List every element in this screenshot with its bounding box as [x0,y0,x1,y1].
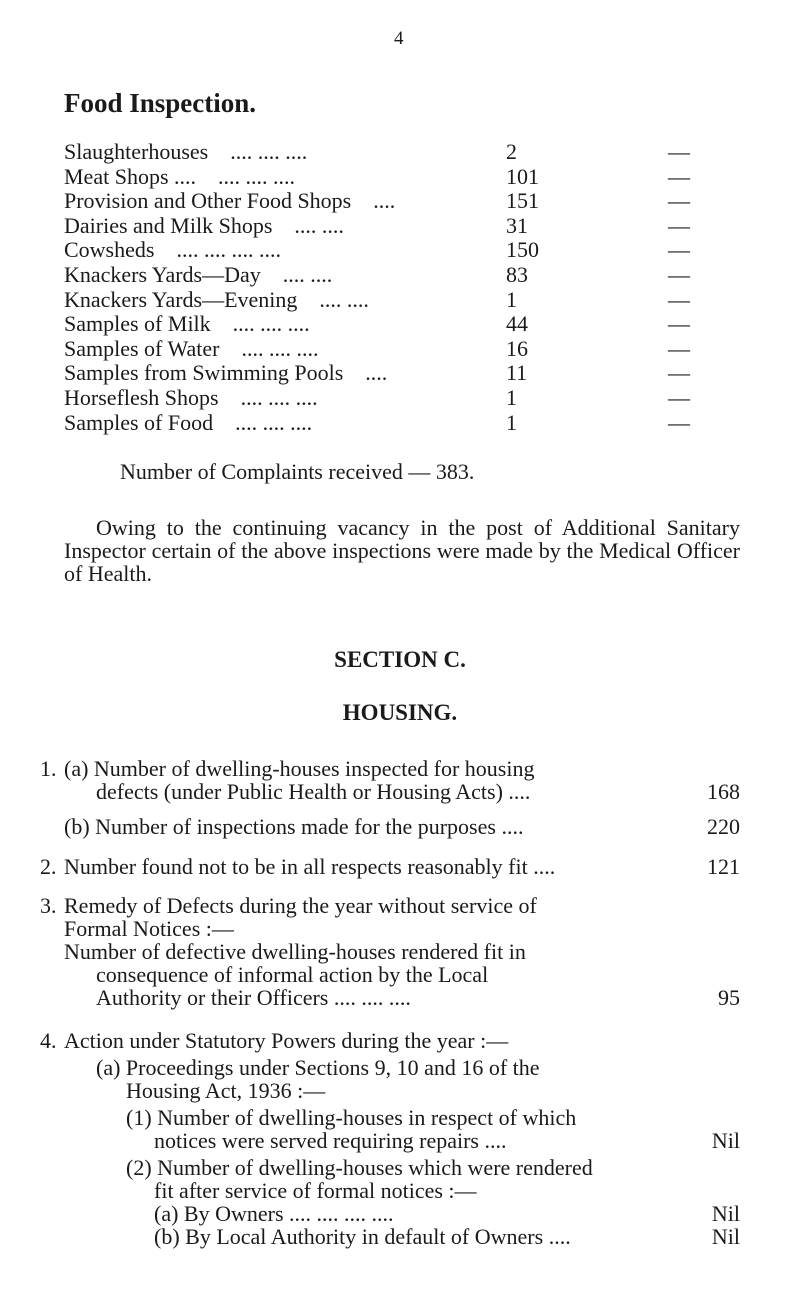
item-text-line: (b) By Local Authority in default of Owners .... [154,1224,571,1249]
item-value: Nil [711,1224,740,1249]
row-dash: — [668,286,690,312]
row-value: 101 [506,163,539,189]
inspection-row [64,238,744,263]
item-text-line: (a) By Owners .... .... .... .... [154,1201,394,1226]
page-number: 4 [394,28,404,49]
inspection-list [64,140,744,435]
row-value: 16 [506,335,528,361]
row-dash: — [668,139,690,164]
item-text-line: Formal Notices :— [64,916,234,941]
row-label: Meat Shops .... .... .... .... [64,163,295,189]
item-number: 2. [40,854,57,879]
item-number: 3. [40,893,57,918]
housing-item-2 [40,855,740,879]
item-text-line: Authority or their Officers .... .... .... [96,985,411,1010]
row-label: Samples from Swimming Pools .... [64,360,388,386]
inspection-row [64,165,744,190]
row-dash: — [668,261,690,287]
inspection-row [64,140,744,165]
item-text-line: defects (under Public Health or Housing Acts) .... [96,779,531,804]
row-value: 1 [506,409,517,435]
inspector-note: Owing to the continuing vacancy in the post of Additional Sanitary Inspector certain of the above inspections were made by the Medical Officer of Health. [64,515,740,586]
item-value: Nil [711,1201,740,1226]
item-text-line: (1) Number of dwelling-houses in respect of which [126,1105,577,1130]
row-dash: — [668,163,690,189]
item-value: Nil [711,1128,740,1153]
row-dash: — [668,360,690,386]
row-value: 151 [506,188,539,214]
row-label: Samples of Food .... .... .... [64,409,313,435]
row-dash: — [668,237,690,263]
row-value: 11 [506,360,528,386]
inspection-row [64,337,744,362]
item-value: 220 [707,814,740,839]
inspection-row [64,189,744,214]
housing-item-1a [40,757,740,805]
item-number: 4. [40,1028,57,1053]
row-value: 1 [506,286,517,312]
item-value: 95 [718,985,740,1010]
item-text-line: Remedy of Defects during the year without service of [64,893,537,918]
housing-heading: HOUSING. [342,700,458,725]
row-value: 83 [506,261,528,287]
item-text-line: notices were served requiring repairs .... [154,1128,507,1153]
row-dash: — [668,409,690,435]
item-text-line: Action under Statutory Powers during the year :— [64,1028,509,1053]
row-dash: — [668,311,690,337]
housing-item-1b [40,815,740,839]
row-label: Provision and Other Food Shops .... [64,188,396,214]
row-label: Horseflesh Shops .... .... .... [64,384,318,410]
row-value: 1 [506,384,517,410]
row-value: 31 [506,212,528,238]
row-value: 44 [506,311,528,337]
housing-item-3 [40,894,740,1012]
row-label: Knackers Yards—Evening .... .... [64,286,369,312]
item-text-line: (2) Number of dwelling-houses which were rendered [126,1155,593,1180]
page-title: Food Inspection. [64,88,257,118]
row-label: Knackers Yards—Day .... .... [64,261,333,287]
item-text-line: fit after service of formal notices :— [154,1178,477,1203]
row-label: Cowsheds .... .... .... .... [64,237,281,263]
item-text-line: Number found not to be in all respects reasonably fit .... [64,854,556,879]
item-value: 121 [707,854,740,879]
inspection-row [64,214,744,239]
row-label: Samples of Water .... .... .... [64,335,319,361]
inspection-row [64,386,744,411]
row-label: Samples of Milk .... .... .... [64,311,310,337]
item-text-line: (a) Proceedings under Sections 9, 10 and 16 of the [96,1055,540,1080]
row-dash: — [668,212,690,238]
row-value: 150 [506,237,539,263]
row-label: Dairies and Milk Shops .... .... [64,212,344,238]
row-label: Slaughterhouses .... .... .... [64,139,308,164]
item-text-line: Number of defective dwelling-houses rendered fit in [64,939,526,964]
item-value: 168 [707,779,740,804]
row-dash: — [668,384,690,410]
inspection-row [64,263,744,288]
item-text-line: Housing Act, 1936 :— [126,1078,326,1103]
item-text-line: (a) Number of dwelling-houses inspected for housing [64,756,535,781]
inspection-row [64,361,744,386]
section-heading: SECTION C. [334,647,466,672]
item-text-line: consequence of informal action by the Local [96,962,489,987]
inspection-row [64,411,744,436]
inspection-row [64,312,744,337]
row-dash: — [668,335,690,361]
complaints-total: Number of Complaints received — 383. [120,459,475,484]
row-value: 2 [506,139,517,164]
item-text-line: (b) Number of inspections made for the purposes .... [64,814,524,839]
row-dash: — [668,188,690,214]
inspection-row [64,288,744,313]
item-number: 1. [40,756,57,781]
housing-item-4 [40,1029,740,1249]
